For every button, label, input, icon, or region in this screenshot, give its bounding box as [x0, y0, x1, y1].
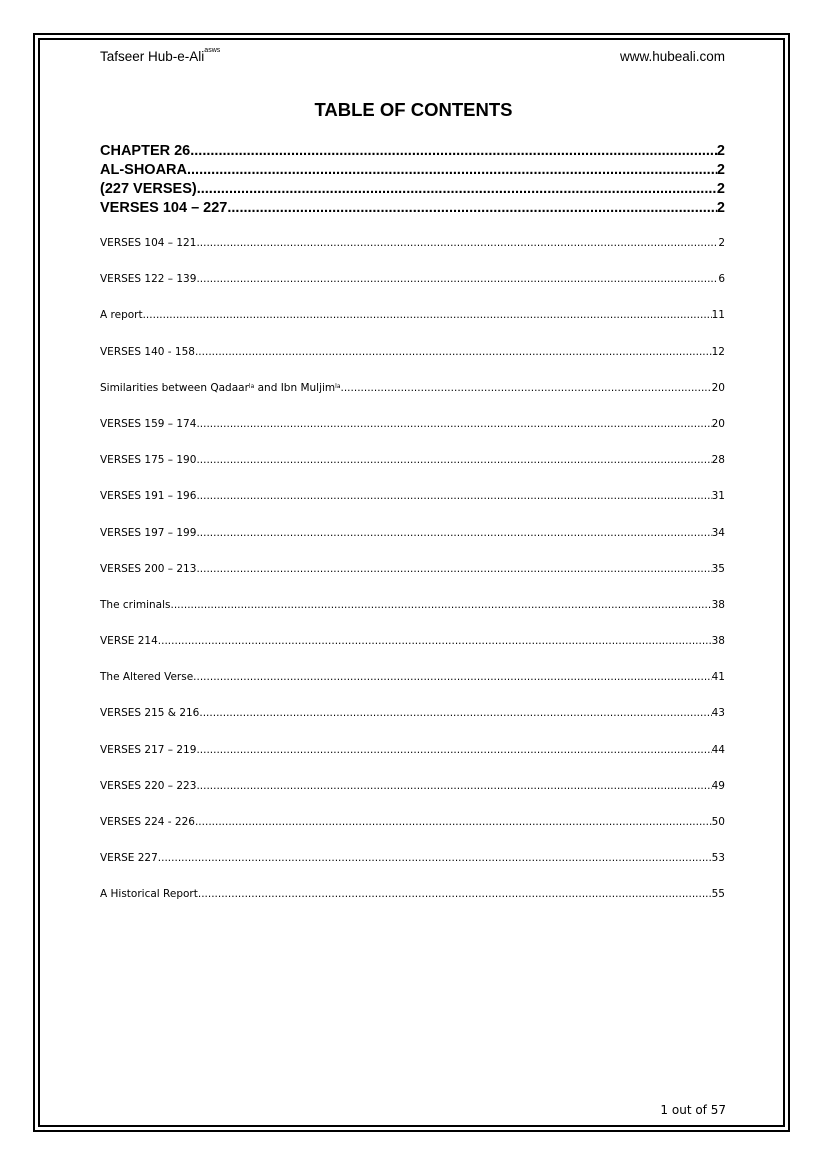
toc-leader: [196, 524, 711, 542]
toc-entry-page: 49: [711, 779, 725, 792]
toc-entry-page: 2: [716, 200, 725, 216]
toc-entry[interactable]: [100, 270, 725, 306]
toc-leader: [196, 777, 711, 795]
toc-entry-page: 2: [716, 162, 725, 178]
header-title-superscript: asws: [204, 47, 221, 54]
toc-entry[interactable]: [100, 415, 725, 451]
toc-entry-page: 6: [718, 273, 725, 286]
toc-entry[interactable]: [100, 741, 725, 777]
toc-entry-page: 35: [711, 562, 725, 575]
toc-entry-label: VERSE 214: [100, 635, 158, 648]
toc-entry-page: 55: [711, 888, 725, 901]
toc-leader: [196, 487, 711, 505]
toc-entry[interactable]: [100, 596, 725, 632]
toc-entry[interactable]: [100, 379, 725, 415]
header-url: www.hubeali.com: [619, 49, 725, 64]
toc-entry-label: [100, 379, 341, 397]
toc-entry[interactable]: [100, 451, 725, 487]
toc-entry[interactable]: [100, 560, 725, 596]
toc-entry-label: VERSES 191 – 196: [100, 490, 197, 503]
toc-leader: [187, 161, 717, 180]
toc-leader: [199, 704, 711, 722]
toc-leader: [193, 668, 711, 686]
toc-entry-page: 44: [711, 743, 725, 756]
toc-entry-label: A report: [100, 309, 143, 322]
toc-leader: [196, 270, 718, 288]
toc-entry-page: 11: [711, 309, 725, 322]
toc-entry-label: VERSE 227: [100, 852, 158, 865]
toc-entry[interactable]: [100, 343, 725, 379]
toc-entry[interactable]: [100, 704, 725, 740]
toc-entry-label: (227 VERSES): [100, 181, 197, 197]
toc-leader: [143, 306, 712, 324]
toc-title: TABLE OF CONTENTS: [314, 99, 513, 120]
toc-entry-label: VERSES 175 – 190: [100, 454, 197, 467]
toc-entry-page: 34: [711, 526, 725, 539]
toc-leader: [341, 379, 712, 397]
toc-leader: [196, 741, 711, 759]
toc-entry[interactable]: [100, 668, 725, 704]
toc-entry[interactable]: [100, 142, 725, 161]
toc-entry[interactable]: [100, 777, 725, 813]
toc-leader: [198, 885, 712, 903]
toc-leader: [195, 813, 712, 831]
toc-entry-page: 31: [711, 490, 725, 503]
toc-entry-label: The Altered Verse: [100, 671, 194, 684]
toc-leader: [196, 234, 718, 252]
page-number: 1 out of 57: [660, 1103, 726, 1117]
toc-entry-label: CHAPTER 26: [100, 143, 191, 159]
toc-leader: [196, 415, 711, 433]
header-title: [100, 49, 220, 64]
toc-entry-page: 2: [718, 237, 725, 249]
toc-entry-label: VERSES 140 - 158: [100, 345, 195, 358]
toc-entry-label: VERSES 217 – 219: [100, 743, 197, 756]
toc-leader: [196, 451, 711, 469]
toc-leader: [227, 199, 717, 218]
toc-entry-page: 53: [711, 852, 725, 865]
toc-entry-label: AL-SHOARA: [100, 162, 187, 178]
toc-entry-superscript: la: [248, 382, 255, 390]
toc-main-list: [100, 142, 725, 218]
toc-leader: [197, 180, 717, 199]
toc-entry-label: VERSES 220 – 223: [100, 779, 197, 792]
toc-entry-page: 2: [716, 143, 725, 159]
header-title-text: Tafseer Hub-e-Ali: [100, 49, 205, 64]
toc-entry-page: 2: [716, 181, 725, 197]
toc-entry-label: VERSES 197 – 199: [100, 526, 197, 539]
toc-entry[interactable]: [100, 487, 725, 523]
toc-entry-page: 38: [711, 635, 725, 648]
toc-entry-page: 12: [711, 345, 725, 358]
toc-entry[interactable]: [100, 180, 725, 199]
toc-entry-label: VERSES 215 & 216: [100, 707, 200, 720]
toc-entry-page: 41: [711, 671, 725, 684]
toc-entry-page: 38: [711, 598, 725, 611]
toc-entry-page: 50: [711, 816, 725, 828]
toc-entry-label: VERSES 104 – 121: [100, 237, 197, 249]
toc-entry[interactable]: [100, 524, 725, 560]
toc-entry-page: 20: [711, 417, 725, 430]
toc-entry[interactable]: [100, 234, 725, 270]
toc-entry-label: A Historical Report: [100, 888, 198, 901]
toc-leader: [196, 560, 711, 578]
toc-entry-label-part: Similarities between Qadaar: [100, 381, 249, 394]
toc-entry[interactable]: [100, 306, 725, 342]
toc-entry-label: VERSES 224 - 226: [100, 816, 195, 828]
toc-entry-page: 28: [711, 454, 725, 467]
toc-entry-label-part: and Ibn Muljim: [254, 381, 336, 394]
toc-sub-list: [100, 234, 725, 922]
toc-entry[interactable]: [100, 885, 725, 921]
toc-entry-label: VERSES 159 – 174: [100, 417, 197, 430]
toc-entry-superscript: la: [335, 382, 341, 390]
toc-entry[interactable]: [100, 199, 725, 218]
toc-entry[interactable]: [100, 813, 725, 849]
toc-entry-label: The criminals: [100, 598, 171, 611]
toc-leader: [158, 632, 712, 650]
toc-leader: [171, 596, 712, 614]
toc-entry[interactable]: [100, 632, 725, 668]
toc-leader: [195, 343, 712, 361]
toc-entry[interactable]: [100, 161, 725, 180]
toc-entry-page: 43: [711, 707, 725, 720]
toc-entry[interactable]: [100, 849, 725, 885]
toc-leader: [190, 142, 717, 161]
toc-entry-label: VERSES 200 – 213: [100, 562, 197, 575]
toc-entry-label: VERSES 122 – 139: [100, 273, 197, 286]
toc-leader: [158, 849, 712, 867]
toc-entry-label: VERSES 104 – 227: [100, 200, 228, 216]
toc-entry-page: 20: [711, 381, 725, 394]
